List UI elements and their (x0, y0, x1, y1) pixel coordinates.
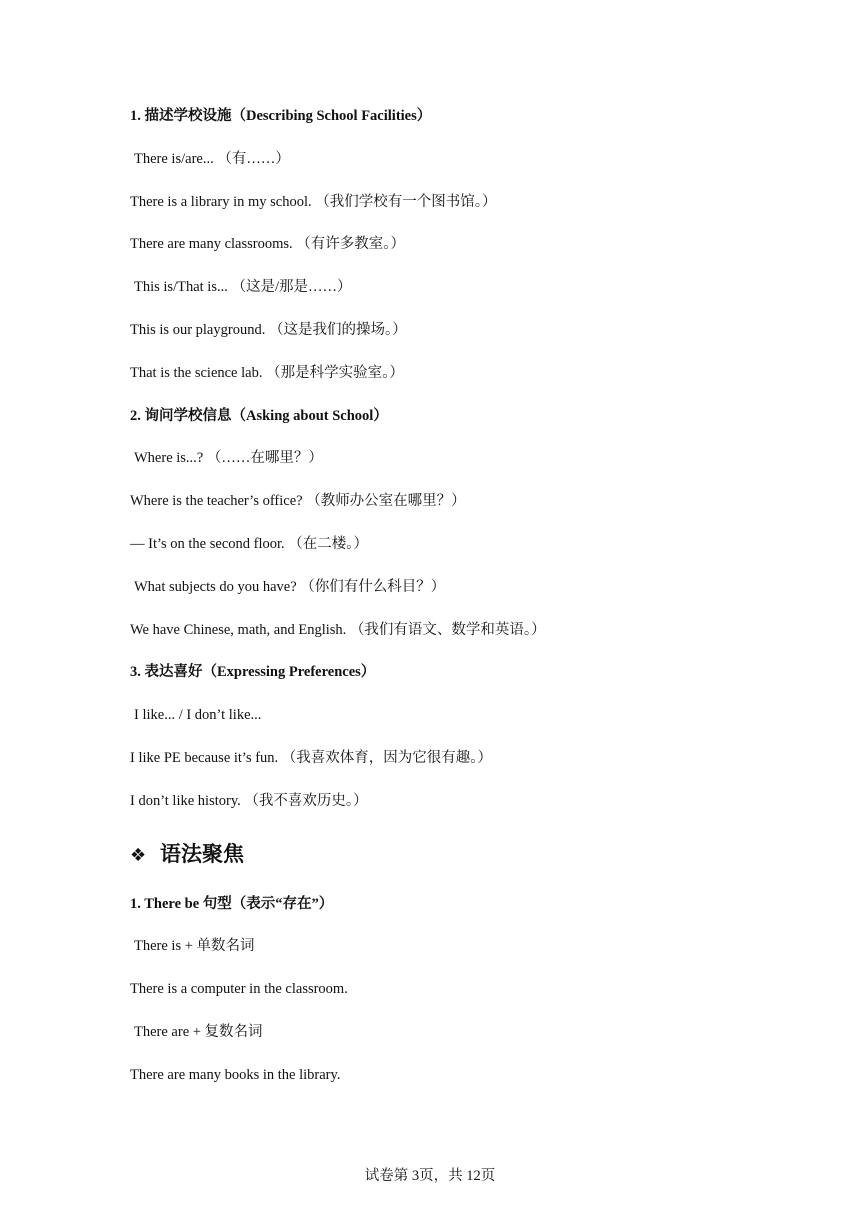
section-title-asking: 2. 询问学校信息（Asking about School） (130, 407, 388, 424)
pattern-this-that: This is/That is... （这是/那是……） (134, 279, 352, 296)
example-subjects: We have Chinese, math, and English. （我们有语文、数学和英语。） (130, 621, 546, 638)
grammar-title-there-be: 1. There be 句型（表示“存在”） (130, 895, 334, 912)
example-science-lab: That is the science lab. （那是科学实验室。） (130, 364, 404, 381)
section-title-facilities: 1. 描述学校设施（Describing School Facilities） (130, 108, 432, 124)
example-playground: This is our playground. （这是我们的操场。） (130, 321, 407, 338)
example-second-floor: — It’s on the second floor. （在二楼。） (130, 535, 369, 552)
pattern-where-is: Where is...? （……在哪里？） (134, 450, 323, 467)
grammar-focus-heading (130, 837, 770, 891)
page-number-footer: 试卷第 3页，共 12页 (364, 1168, 496, 1184)
pattern-what-subjects: What subjects do you have? （你们有什么科目？） (134, 578, 446, 595)
pattern-i-like: I like... / I don’t like... (134, 707, 262, 724)
grammar-focus-title: 语法聚焦 (160, 841, 244, 866)
rule-there-are-plural: There are + 复数名词 (134, 1023, 263, 1040)
page-content (130, 103, 770, 1105)
example-books: There are many books in the library. (130, 1066, 341, 1083)
diamond-bullet-icon: ❖ (130, 844, 147, 866)
example-like-pe: I like PE because it’s fun. （我喜欢体育，因为它很有趣。） (130, 749, 493, 766)
example-teachers-office: Where is the teacher’s office? （教师办公室在哪里？） (130, 493, 466, 510)
rule-there-is-singular: There is + 单数名词 (134, 938, 255, 955)
section-title-preferences: 3. 表达喜好（Expressing Preferences） (130, 664, 376, 681)
example-library: There is a library in my school. （我们学校有一个图书馆。） (130, 193, 497, 210)
example-classrooms: There are many classrooms. （有许多教室。） (130, 236, 406, 253)
pattern-there-is-are: There is/are... （有……） (134, 150, 290, 167)
example-computer: There is a computer in the classroom. (130, 981, 348, 998)
example-dislike-history: I don’t like history. （我不喜欢历史。） (130, 792, 368, 809)
